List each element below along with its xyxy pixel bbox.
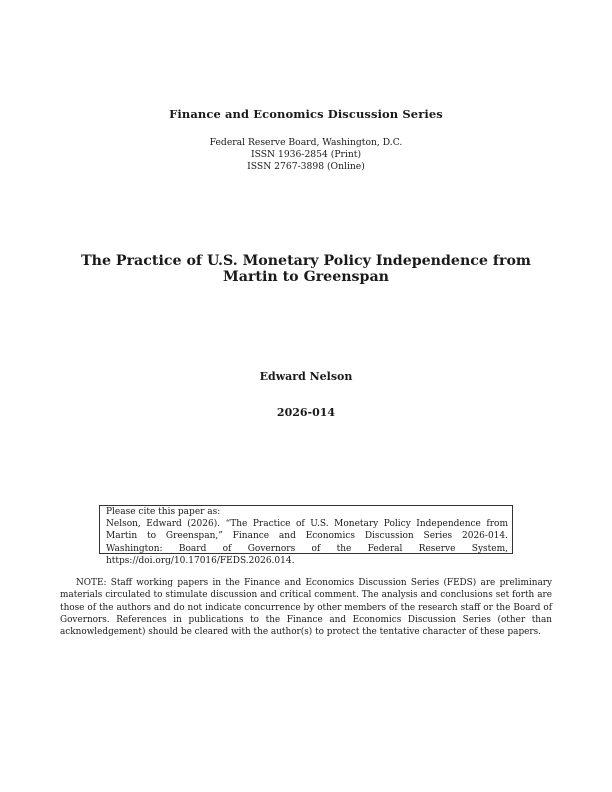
series-title: Finance and Economics Discussion Series: [169, 107, 443, 121]
paper-title: The Practice of U.S. Monetary Policy Independence from Martin to Greenspan: [81, 253, 531, 285]
author-name: Edward Nelson: [259, 370, 353, 383]
issn-online: ISSN 2767-3898 (Online): [247, 161, 365, 172]
disclaimer-note: NOTE: Staff working papers in the Finance and Economics Discussion Series (FEDS) are preliminary materials circulated to stimulate discussion and critical comment. The analysis and conclusions set forth are those of the authors and do not indicate concurrence by other members of the research staff or the Board of Governors. References in publications to the Finance and Economics Discussion Series (other than acknowledgement) should be cleared with the author(s) to protect the tentative character of these papers.: [60, 578, 552, 638]
citation-intro: Please cite this paper as:: [106, 507, 221, 517]
publisher-line: Federal Reserve Board, Washington, D.C.: [209, 137, 403, 148]
issn-print: ISSN 1936-2854 (Print): [250, 149, 362, 160]
citation-box: [99, 505, 513, 566]
paper-number: 2026-014: [276, 406, 336, 419]
citation-content: [106, 506, 508, 567]
citation-text: Nelson, Edward (2026). “The Practice of U.S. Monetary Policy Independence from Martin to Greenspan,” Finance and Economics Discussion Series 2026-014. Washington: Board of Governors of the Federal Reserve System, https://doi.org/10.17016/FEDS.2026.014.: [106, 519, 508, 566]
